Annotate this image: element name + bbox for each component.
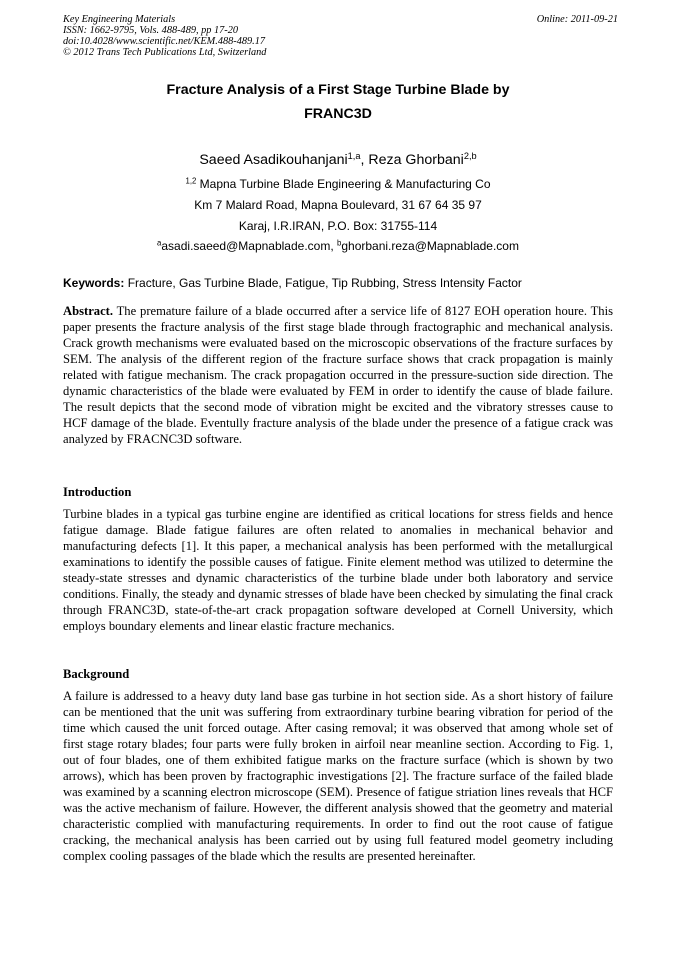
online-date: Online: 2011-09-21 — [536, 14, 618, 25]
affiliation-line1 — [63, 176, 613, 192]
email-b-superscript: b — [337, 238, 342, 248]
background-text: A failure is addressed to a heavy duty land base gas turbine in hot section side. As a short history of failure can be mentioned that the unit was suffering from extraordinary turbine bearing vibration for period of the time which caused the unit forced outage. After casing removal; it was observed that among whole set of first stage rotary blades; four parts were fully broken in airfoil near meanline section. According to Fig. 1, out of four blades, one of them exhibited fatigue marks on the fracture surface (which is shown by two arrows), which has been proven by fractographic investigations [2]. The fracture surface of the failed blade was examined by a scanning electron microscope (SEM). Presence of fatigue striation lines reveals that HCF was the active mechanism of failure. However, the different analysis showed that the geometry and material characteristic complied with manufacturing requirements. In order to find out the root cause of fatigue cracking, the mechanical analysis has been carried out by using full featured model geometry including complex cooling passages of the blade which the results are presented hereinafter. — [63, 689, 613, 863]
journal-copyright: © 2012 Trans Tech Publications Ltd, Switzerland — [63, 47, 267, 58]
email-a-superscript: a — [157, 238, 162, 248]
paper-title-line1: Fracture Analysis of a First Stage Turbine Blade by — [166, 82, 510, 98]
affiliation-org: Mapna Turbine Blade Engineering & Manufacturing Co — [196, 177, 491, 191]
keywords — [63, 275, 618, 291]
author2-superscript: 2,b — [463, 150, 477, 161]
keywords-text: Fracture, Gas Turbine Blade, Fatigue, Tip Rubbing, Stress Intensity Factor — [124, 276, 522, 290]
journal-header — [63, 14, 618, 58]
author-emails — [63, 238, 613, 254]
journal-name: Key Engineering Materials — [63, 14, 176, 25]
author-separator: , — [360, 152, 369, 168]
author-list — [63, 150, 613, 170]
abstract-label: Abstract. — [63, 304, 114, 318]
affiliation-line3: Karaj, I.R.IRAN, P.O. Box: 31755-114 — [238, 219, 438, 233]
affiliation-line2: Km 7 Malard Road, Mapna Boulevard, 31 67 64 35 97 — [194, 198, 482, 212]
author1-superscript: 1,a — [347, 150, 361, 161]
paper-title-line2: FRANC3D — [304, 106, 372, 122]
keywords-label: Keywords: — [63, 276, 125, 290]
introduction-heading: Introduction — [63, 485, 132, 499]
author1-name: Saeed Asadikouhanjani — [199, 152, 348, 168]
journal-info — [63, 14, 618, 58]
journal-doi[interactable]: doi:10.4028/www.scientific.net/KEM.488-489.17 — [63, 36, 266, 47]
abstract — [63, 304, 613, 448]
author2-name: Reza Ghorbani — [368, 152, 464, 168]
affiliation-superscript: 1,2 — [185, 176, 197, 186]
email-b[interactable]: ghorbani.reza@Mapnablade.com — [341, 239, 519, 253]
abstract-text: The premature failure of a blade occurred after a service life of 8127 EOH operation houre. This paper presents the fracture analysis of the first stage blade through fractographic and mechanical analysis. Crack growth mechanisms were evaluated based on the microscopic observations of the fracture surfaces by SEM. The analysis of the different region of the fracture surface shows that crack propagation is mainly related with fatigue mechanism. The crack propagation occurred in the pressure-suction side direction. The dynamic characteristics of the blade were evaluated by FEM in order to identify the cause of blade failure. The result depicts that the second mode of vibration might be excited and the vibratory stresses cause to HCF damage of the blade. Eventully fracture analysis of the blade under the presence of a fatigue crack was analyzed by FRACNC3D software. — [63, 304, 613, 446]
introduction-text: Turbine blades in a typical gas turbine engine are identified as critical locations for stress fields and hence fatigue damage. Blade fatigue failures are often related to anomalies in mechanical behavior and manufacturing defects [1]. It this paper, a mechanical analysis has been performed with the metallurgical examinations to identify the possible causes of fatigue. Finite element method was utilized to determine the steady-state stresses and dynamic characteristics of the turbine blade under both laboratory and service conditions. Finally, the steady and dynamic stresses of blade have been checked by simulating the final crack through FRANC3D, state-of-the-art crack propagation software developed at Cornell University, which employs boundary elements and linear elastic fracture mechanics. — [63, 507, 613, 633]
background-heading: Background — [63, 667, 130, 681]
email-a[interactable]: asadi.saeed@Mapnablade.com, — [161, 239, 337, 253]
journal-issn: ISSN: 1662-9795, Vols. 488-489, pp 17-20 — [63, 25, 239, 36]
